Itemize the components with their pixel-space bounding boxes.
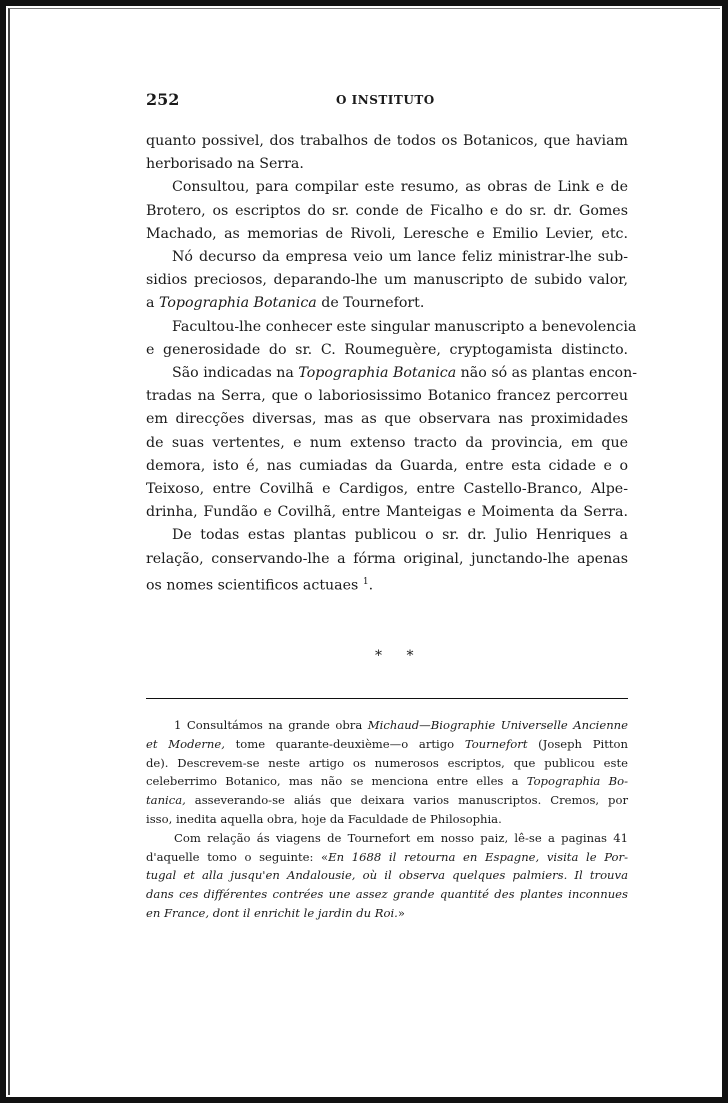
text-line: Teixoso, entre Covilhã e Cardigos, entre Castello-Branco, Alpe- <box>146 481 628 498</box>
footnote-ref[interactable]: 1 <box>362 576 369 587</box>
footnote-italic-run: et Moderne, <box>146 736 225 751</box>
text-line: Machado, as memorias de Rivoli, Leresche e Emilio Levier, etc. <box>146 225 628 242</box>
text-line: Brotero, os escriptos do sr. conde de Ficalho e do sr. dr. Gomes <box>146 202 628 219</box>
page-header <box>146 90 628 114</box>
footnote-line <box>146 791 628 810</box>
text-line: demora, isto é, nas cumiadas da Guarda, entre esta cidade e o <box>146 457 628 474</box>
footnote-line <box>146 772 628 791</box>
text-run: São indicadas na <box>172 365 299 382</box>
book-page <box>146 90 638 920</box>
text-line: Consultou, para compilar este resumo, as obras de Link e de <box>172 179 628 196</box>
text-line: e generosidade do sr. C. Roumeguère, cryptogamista distincto. <box>146 341 628 358</box>
footnote-italic-run: tugal et alla jusqu'en Andalousie, où il observa quelques palmiers. Il trouva <box>146 868 628 883</box>
footnote-line <box>146 735 628 754</box>
footnote-rule <box>146 698 628 699</box>
text-line: tradas na Serra, que o laboriosissimo Botanico francez percorreu <box>146 388 628 405</box>
text-line: herborisado na Serra. <box>146 156 304 173</box>
text-line: Nó decurso da empresa veio um lance feliz ministrar-lhe sub- <box>172 249 628 266</box>
footnote-line <box>146 754 628 773</box>
text-line: relação, conservando-lhe a fórma original, junctando-lhe apenas <box>146 550 628 567</box>
text-line: Facultou-lhe conhecer este singular manuscripto a benevolencia <box>172 318 637 335</box>
footnote-run: tome quarante-deuxième—o artigo <box>224 736 465 751</box>
text-line <box>146 362 638 385</box>
footnote-line <box>146 810 628 829</box>
text-line: quanto possivel, dos trabalhos de todos os Botanicos, que haviam <box>146 133 628 149</box>
section-asterism: * * <box>375 648 424 664</box>
italic-title: Topographia Botanica <box>158 295 317 312</box>
footnote-italic-run: Topographia Bo- <box>526 774 628 789</box>
text-line: drinha, Fundão e Covilhã, entre Manteigas e Moimenta da Serra. <box>146 504 628 521</box>
footnote-run: de). Descrevem-se neste artigo os numerosos escriptos, que publicou este <box>146 755 628 770</box>
footnote-line <box>146 848 628 867</box>
footnote-line <box>146 904 628 923</box>
footnote-run: (Joseph Pitton <box>527 736 628 751</box>
page-number: 252 <box>146 90 180 109</box>
text-run: a <box>146 295 159 312</box>
footnote-italic-run: En 1688 il retourna en Espagne, visita le Por- <box>328 849 628 864</box>
text-line <box>146 292 628 315</box>
text-line: em direcções diversas, mas as que observara nas proximidades <box>146 411 628 428</box>
footnote-run: Com relação ás viagens de Tournefort em nosso paiz, lê-se a paginas 41 <box>174 830 628 845</box>
body-text <box>146 130 638 598</box>
text-run: não só as plantas encon- <box>456 365 638 382</box>
footnote-run: isso, inedita aquella obra, hoje da Faculdade de Philosophia. <box>146 811 502 826</box>
running-head: O INSTITUTO <box>336 93 435 107</box>
text-line: os nomes scientificos actuaes $^1$. <box>146 576 374 594</box>
footnote-run: celeberrimo Botanico, mas não se menciona entre elles a <box>146 774 527 789</box>
footnote-run: 1 Consultámos na grande obra <box>174 718 368 732</box>
text-line: sidios preciosos, deparando-lhe um manuscripto de subido valor, <box>146 272 628 289</box>
italic-title: Topographia Botanica <box>298 365 457 382</box>
footnote-italic-run: Tournefort <box>464 736 528 751</box>
footnote-run: » <box>397 905 405 920</box>
text-run: de Tournefort. <box>316 295 425 312</box>
footnote-line <box>146 829 628 848</box>
footnote-line <box>146 885 628 904</box>
footnote-line <box>146 866 628 885</box>
footnote-run: d'aquelle tomo o seguinte: « <box>146 849 329 864</box>
footnote-italic-run: en France, dont il enrichit le jardin du Roi. <box>146 905 398 920</box>
footnote-italic-run: Michaud—Biographie Universelle Ancienne <box>367 718 628 732</box>
text-line: de suas vertentes, e num extenso tracto da provincia, em que <box>146 434 628 451</box>
footnote-line <box>146 716 628 735</box>
footnote <box>146 716 628 923</box>
footnote-italic-run: dans ces différentes contrées une assez grande quantité des plantes inconnues <box>146 887 628 902</box>
text-line: De todas estas plantas publicou o sr. dr. Julio Henriques a <box>172 527 628 544</box>
text-run: os nomes scientificos actuaes <box>146 577 359 594</box>
footnote-italic-run: tanica, <box>146 793 186 808</box>
footnote-run: asseverando-se aliás que deixara varios manuscriptos. Cremos, por <box>185 793 628 808</box>
